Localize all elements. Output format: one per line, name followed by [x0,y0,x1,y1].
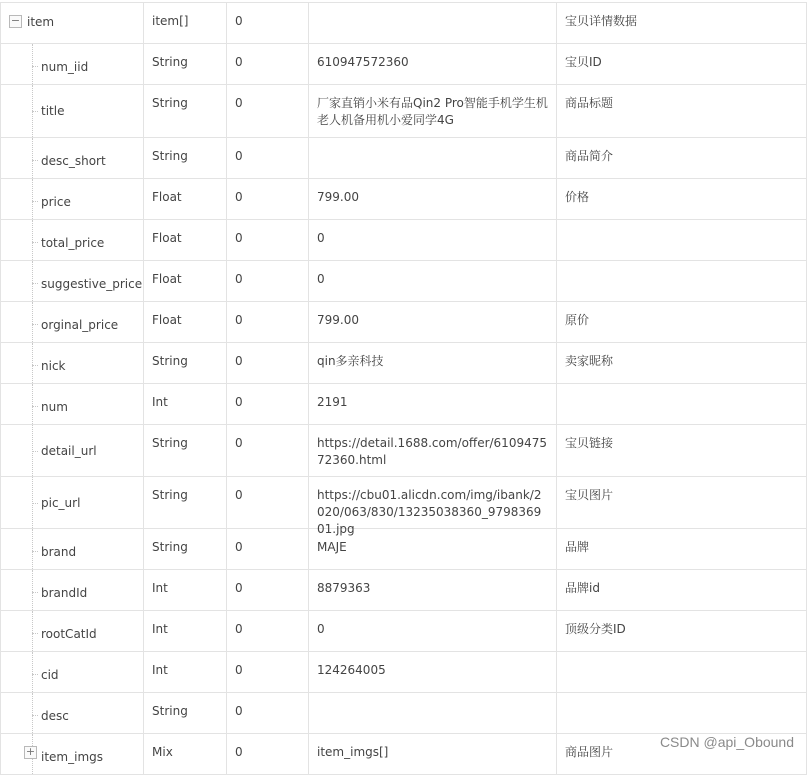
param-type: String [144,477,227,528]
table-row [0,569,807,610]
param-example: 610947572360 [309,44,557,84]
tree-line [32,44,33,84]
param-desc: 品牌id [557,570,807,610]
param-required: 0 [227,529,309,569]
param-name: brandId [41,586,88,600]
param-type: item[] [144,3,227,43]
param-type: String [144,138,227,178]
param-required: 0 [227,220,309,260]
param-type: Mix [144,734,227,774]
param-name-cell [0,85,144,137]
table-row [0,342,807,383]
tree-line [32,302,33,342]
param-type: Int [144,384,227,424]
table-row [0,178,807,219]
param-name: pic_url [41,496,81,510]
tree-line [32,283,38,284]
param-type: String [144,425,227,476]
param-desc: 宝贝详情数据 [557,3,807,43]
param-example: 0 [309,611,557,651]
param-name-cell [0,477,144,528]
param-name-cell [0,343,144,383]
tree-line [32,365,38,366]
tree-line [32,343,33,383]
param-name-cell [0,138,144,178]
param-required: 0 [227,261,309,301]
param-desc: 宝贝图片 [557,477,807,528]
tree-line [32,406,38,407]
param-name-cell [0,179,144,219]
param-required: 0 [227,302,309,342]
table-row [0,383,807,424]
tree-line [32,111,38,112]
param-name-cell [0,529,144,569]
tree-line [32,652,33,692]
tree-line [32,220,33,260]
param-name: nick [41,359,66,373]
table-row [0,219,807,260]
param-name: price [41,195,71,209]
param-type: Float [144,220,227,260]
param-name: item_imgs [41,750,104,764]
param-desc [557,261,807,301]
param-required: 0 [227,44,309,84]
param-desc [557,693,807,733]
param-desc: 顶级分类ID [557,611,807,651]
tree-line [32,160,38,161]
table-row [0,43,807,84]
table-row [0,692,807,733]
param-name-cell [0,693,144,733]
param-type: String [144,693,227,733]
param-name: detail_url [41,444,97,458]
table-row [0,84,807,137]
param-required: 0 [227,179,309,219]
tree-line [32,324,38,325]
param-desc [557,384,807,424]
param-type: String [144,529,227,569]
param-type: Int [144,570,227,610]
param-name-cell [0,611,144,651]
table-row [0,476,807,536]
api-params-table [0,2,807,775]
tree-line [32,592,38,593]
param-name: cid [41,668,59,682]
table-row [0,424,807,476]
tree-line [32,138,33,178]
param-desc [557,652,807,692]
param-type: String [144,343,227,383]
param-name-cell [0,220,144,260]
tree-line [32,261,33,301]
param-name: total_price [41,236,105,250]
table-row [0,651,807,692]
param-type: Int [144,652,227,692]
param-desc: 卖家昵称 [557,343,807,383]
table-row [0,301,807,342]
param-name: suggestive_price [41,277,143,291]
table-row [0,610,807,651]
param-example: qin多亲科技 [309,343,557,383]
param-type: Float [144,261,227,301]
param-example [309,138,557,178]
param-required: 0 [227,693,309,733]
tree-line [32,551,38,552]
watermark: CSDN @api_Obound [659,734,794,750]
tree-line [32,451,38,452]
param-desc: 品牌 [557,529,807,569]
param-required: 0 [227,477,309,528]
param-desc [557,220,807,260]
param-required: 0 [227,734,309,774]
param-required: 0 [227,85,309,137]
tree-line [32,674,38,675]
param-required: 0 [227,343,309,383]
param-type: Int [144,611,227,651]
param-name: brand [41,545,77,559]
param-example: 124264005 [309,652,557,692]
param-desc: 价格 [557,179,807,219]
param-example [309,693,557,733]
tree-line [32,570,33,610]
tree-line [32,503,38,504]
param-name-cell [0,734,144,774]
table-row [0,528,807,569]
param-example: 799.00 [309,179,557,219]
tree-line [32,633,38,634]
param-example: https://cbu01.alicdn.com/img/ibank/2020/063/830/13235038360_979836901.jpg [309,477,557,528]
param-type: Float [144,179,227,219]
param-name-cell [0,425,144,476]
param-example: 0 [309,220,557,260]
tree-line [32,201,38,202]
tree-line [32,693,33,733]
param-example: 8879363 [309,570,557,610]
param-name-cell [0,44,144,84]
param-example: 厂家直销小米有品Qin2 Pro智能手机学生机老人机备用机小爱同学4G [309,85,557,137]
param-desc: 商品简介 [557,138,807,178]
expand-toggle-icon[interactable]: + [25,745,36,758]
param-name: orginal_price [41,318,119,332]
param-name-cell [0,570,144,610]
param-name: title [41,104,65,118]
param-name: num [41,400,68,414]
param-name: num_iid [41,60,89,74]
param-desc: 宝贝ID [557,44,807,84]
param-example [309,3,557,43]
tree-line [32,242,38,243]
param-desc: 宝贝链接 [557,425,807,476]
tree-line [32,384,33,424]
param-desc: 原价 [557,302,807,342]
param-name-cell [0,261,144,301]
param-required: 0 [227,425,309,476]
param-name-cell [0,384,144,424]
param-example: https://detail.1688.com/offer/610947572360.html [309,425,557,476]
param-required: 0 [227,138,309,178]
table-row [0,2,807,43]
param-required: 0 [227,3,309,43]
param-name: item [27,15,55,29]
tree-line [32,611,33,651]
param-required: 0 [227,570,309,610]
param-type: Float [144,302,227,342]
param-required: 0 [227,652,309,692]
param-required: 0 [227,611,309,651]
param-example: 799.00 [309,302,557,342]
table-row [0,260,807,301]
param-example: item_imgs[] [309,734,557,774]
param-name-cell [0,652,144,692]
tree-line [32,715,38,716]
table-row [0,137,807,178]
param-example: 2191 [309,384,557,424]
param-example: MAJE [309,529,557,569]
param-name: desc [41,709,69,723]
param-required: 0 [227,384,309,424]
param-type: String [144,85,227,137]
collapse-toggle-icon[interactable]: − [10,14,21,27]
param-desc: 商品图片 [557,734,807,774]
tree-line [32,179,33,219]
param-name-cell [0,3,144,43]
param-name: desc_short [41,154,106,168]
tree-line [32,529,33,569]
tree-line [32,66,38,67]
param-name-cell [0,302,144,342]
param-name: rootCatId [41,627,97,641]
param-type: String [144,44,227,84]
param-example: 0 [309,261,557,301]
param-desc: 商品标题 [557,85,807,137]
